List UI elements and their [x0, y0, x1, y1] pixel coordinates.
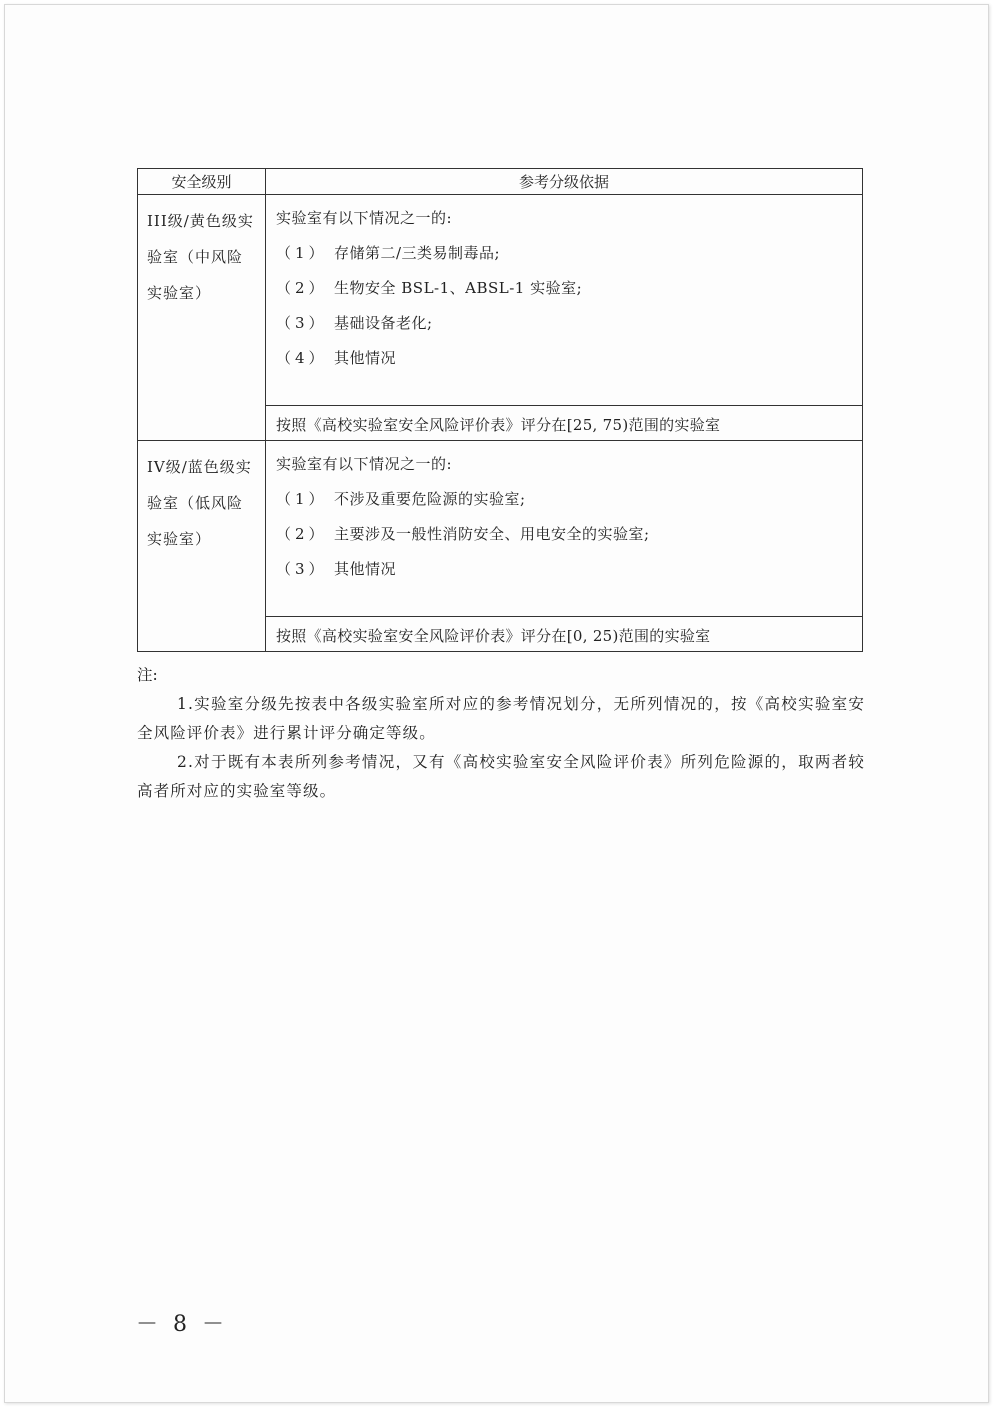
basis-cell-4 [266, 441, 863, 617]
item-number: （3） [276, 560, 328, 578]
basis-intro: 实验室有以下情况之一的: [276, 209, 453, 227]
table-row [138, 441, 863, 617]
table-header-row [138, 169, 863, 195]
item-text: 存储第二/三类易制毒品; [334, 244, 501, 262]
header-reference-basis: 参考分级依据 [266, 169, 863, 195]
level-cell-3 [138, 195, 266, 441]
item-text: 生物安全 BSL-1、ABSL-1 实验室; [334, 279, 583, 297]
level-text: 实验室） [147, 530, 212, 548]
item-text: 其他情况 [334, 349, 397, 367]
basis-item [276, 517, 862, 552]
level-text: 验室（低风险 [147, 494, 244, 512]
basis-cell-3 [266, 195, 863, 406]
item-text: 主要涉及一般性消防安全、用电安全的实验室; [334, 525, 650, 543]
item-number: （1） [276, 244, 328, 262]
document-page [4, 4, 989, 1403]
item-text: 基础设备老化; [334, 314, 433, 332]
item-text: 其他情况 [334, 560, 397, 578]
item-text: 不涉及重要危险源的实验室; [334, 490, 526, 508]
level-cell-4 [138, 441, 266, 652]
level-text: 实验室） [147, 284, 212, 302]
basis-item [276, 552, 862, 587]
notes-section [137, 661, 865, 806]
table-row [138, 195, 863, 406]
notes-heading: 注: [137, 666, 158, 684]
header-safety-level: 安全级别 [138, 169, 266, 195]
basis-item [276, 271, 862, 306]
note-paragraph: 2.对于既有本表所列参考情况，又有《高校实验室安全风险评价表》所列危险源的，取两者较高者所对应的实验室等级。 [137, 753, 865, 800]
score-criteria-3: 按照《高校实验室安全风险评价表》评分在[25, 75)范围的实验室 [266, 406, 863, 441]
basis-item [276, 306, 862, 341]
item-number: （1） [276, 490, 328, 508]
item-number: （2） [276, 525, 328, 543]
basis-intro: 实验室有以下情况之一的: [276, 455, 453, 473]
score-criteria-4: 按照《高校实验室安全风险评价表》评分在[0, 25)范围的实验室 [266, 617, 863, 652]
item-number: （4） [276, 349, 328, 367]
basis-item [276, 341, 862, 376]
note-paragraph: 1.实验室分级先按表中各级实验室所对应的参考情况划分，无所列情况的，按《高校实验室安全风险评价表》进行累计评分确定等级。 [137, 695, 865, 742]
page-number: － 8 － [136, 1312, 228, 1337]
basis-item [276, 236, 862, 271]
item-number: （2） [276, 279, 328, 297]
lab-grade-table [137, 168, 863, 652]
item-number: （3） [276, 314, 328, 332]
level-text: 验室（中风险 [147, 248, 244, 266]
level-text: III级/黄色级实 [147, 212, 254, 230]
level-text: IV级/蓝色级实 [147, 458, 252, 476]
basis-item [276, 482, 862, 517]
